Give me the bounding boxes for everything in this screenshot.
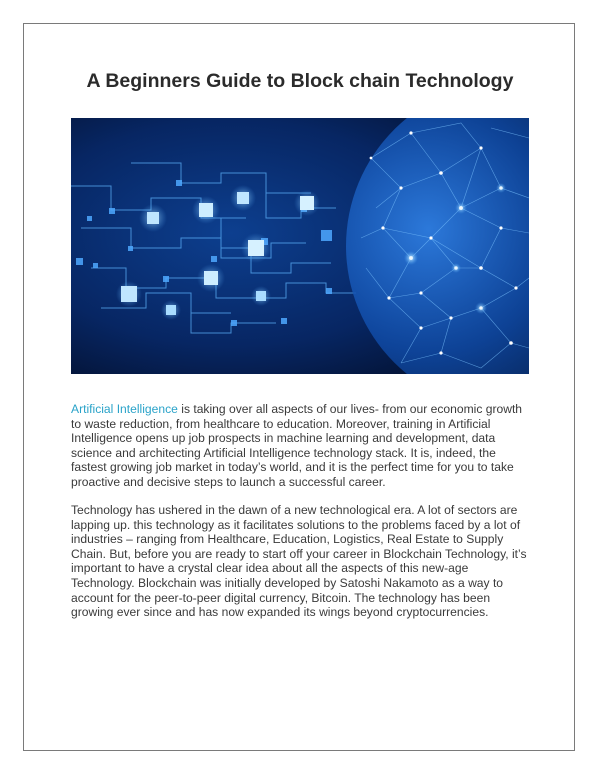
paragraph-ai-intro (71, 402, 533, 490)
artificial-intelligence-link[interactable]: Artificial Intelligence (71, 402, 178, 416)
document-title: A Beginners Guide to Block chain Technology (86, 70, 514, 92)
blockchain-network-globe-image (71, 118, 529, 374)
paragraph-ai-intro-text: is taking over all aspects of our lives- from our economic growth to waste reduction, from healthcare to education. Moreover, training in Artificial Intelligence opens up job prospects in machine learning and development, data science and architecting Artificial Intelligence technology stack. It is, indeed, the fastest growing job market in today’s world, and it is the perfect time for you to take proactive and decisive steps to launch a successful career. (71, 402, 523, 489)
paragraph-blockchain: Technology has ushered in the dawn of a new technological era. A lot of sectors are lapping up. this technology as it facilitates solutions to the problems faced by a lot of industries – ranging from Healthcare, Education, Logistics, Real Estate to Supply Chain. But, before you are ready to start off your career in Blockchain Technology, it’s important to have a crystal clear idea about all the aspects of this new-age Technology. Blockchain was initially developed by Satoshi Nakamoto as a way to account for the peer-to-peer digital currency, Bitcoin. The technology has been growing ever since and has now expanded its wings beyond cryptocurrencies. (71, 503, 527, 620)
